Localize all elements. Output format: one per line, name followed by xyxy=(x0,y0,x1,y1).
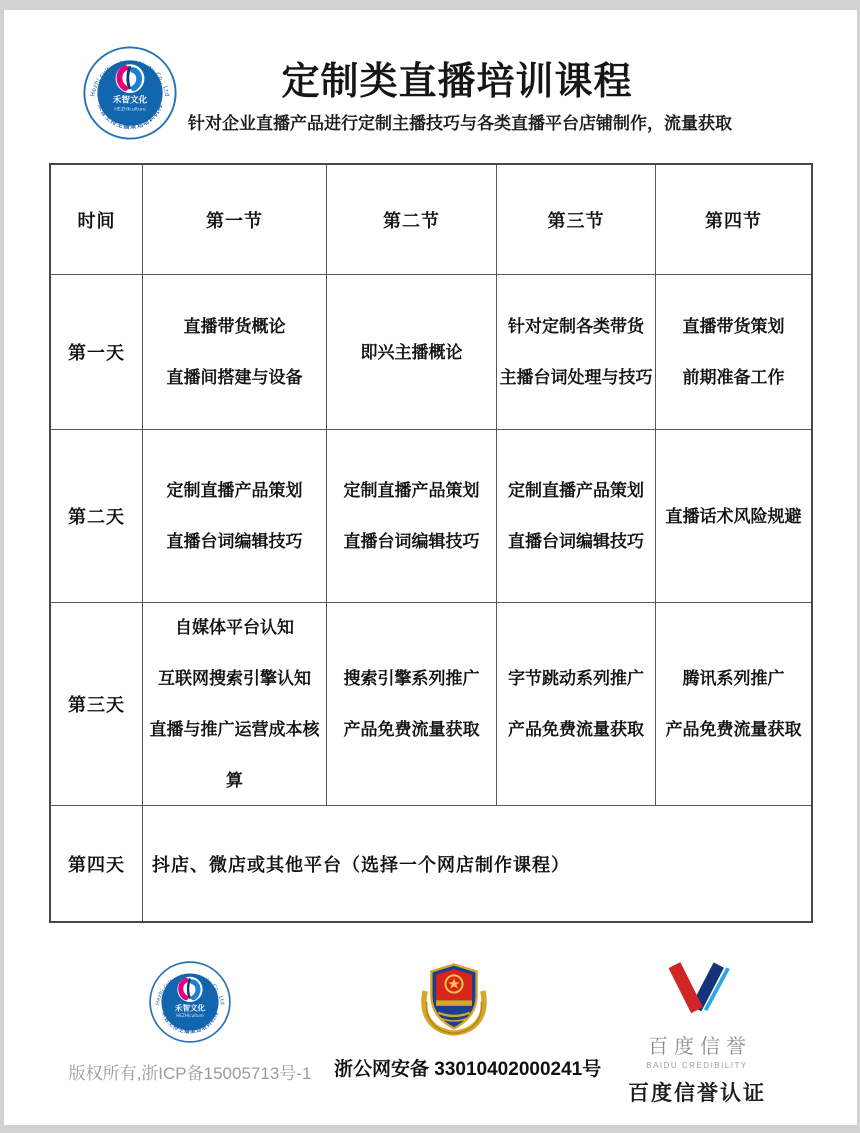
page-subtitle: 针对企业直播产品进行定制主播技巧与各类直播平台店铺制作，流量获取 xyxy=(188,114,732,133)
svg-text:禾智主持主播策划培训机构: 禾智主持主播策划培训机构 xyxy=(159,1010,221,1036)
svg-text:Hezhi cultural creativity Co.,: Hezhi cultural creativity Co., Ltd xyxy=(89,59,171,98)
hezhi-company-logo-small xyxy=(148,960,232,1044)
page-title: 定制类直播培训课程 xyxy=(281,61,633,103)
baidu-credibility-icon xyxy=(658,1005,736,1022)
header-cell-session: 第一节 xyxy=(143,165,327,275)
header-cell-session: 第四节 xyxy=(656,165,811,275)
course-line: 直播与推广运营成本核算 xyxy=(149,720,320,790)
header-cell-time: 时间 xyxy=(51,165,143,275)
day-cell: 第三天 xyxy=(51,603,143,806)
baidu-credibility-en-label: BAIDU CREDIBILITY xyxy=(646,1061,748,1070)
course-line: 定制直播产品策划 xyxy=(343,481,480,500)
course-cell xyxy=(656,430,811,603)
course-line: 针对定制各类带货 xyxy=(508,317,644,336)
baidu-certification-text: 百度信誉认证 xyxy=(628,1082,766,1105)
course-line: 字节跳动系列推广 xyxy=(508,669,644,688)
svg-text:禾智文化: 禾智文化 xyxy=(112,95,148,106)
course-line: 产品免费流量获取 xyxy=(508,720,644,739)
course-line: 直播台词编辑技巧 xyxy=(508,532,644,551)
course-cell xyxy=(497,430,656,603)
course-cell xyxy=(143,430,327,603)
course-line: 主播台词处理与技巧 xyxy=(499,368,653,387)
svg-text:HEZHIculture: HEZHIculture xyxy=(176,1013,204,1019)
course-cell xyxy=(143,603,327,806)
header-cell-session: 第三节 xyxy=(497,165,656,275)
course-line: 即兴主播概论 xyxy=(360,342,463,362)
course-cell xyxy=(656,275,811,430)
document-page xyxy=(4,10,857,1125)
course-line: 直播台词编辑技巧 xyxy=(166,532,303,551)
course-table xyxy=(49,163,813,923)
hezhi-logo-svg xyxy=(148,960,232,1044)
day-cell: 第四天 xyxy=(51,806,143,921)
police-badge-icon xyxy=(415,1025,493,1042)
course-line: 腾讯系列推广 xyxy=(682,669,785,688)
course-line: 定制直播产品策划 xyxy=(508,481,644,500)
footer-copyright-block xyxy=(60,960,320,1084)
baidu-credibility-cn-label: 百度信誉 xyxy=(648,1036,752,1058)
course-line: 直播带货概论 xyxy=(183,317,286,336)
svg-text:Hezhi cultural creativity Co.,: Hezhi cultural creativity Co., Ltd xyxy=(155,972,225,1006)
footer-police-block xyxy=(334,958,602,1081)
icp-license-text: 版权所有,浙ICP备15005713号-1 xyxy=(68,1064,312,1083)
course-cell xyxy=(497,603,656,806)
course-line: 直播台词编辑技巧 xyxy=(343,532,480,551)
course-line: 产品免费流量获取 xyxy=(665,720,802,739)
svg-text:禾智主持主播策划培训机构: 禾智主持主播策划培训机构 xyxy=(95,102,165,131)
course-cell-merged: 抖店、微店或其他平台（选择一个网店制作课程） xyxy=(152,854,570,875)
course-line: 直播间搭建与设备 xyxy=(166,368,303,387)
course-cell xyxy=(656,603,811,806)
course-line: 产品免费流量获取 xyxy=(343,720,480,739)
course-line: 前期准备工作 xyxy=(682,368,785,387)
course-cell xyxy=(327,430,497,603)
course-cell xyxy=(143,275,327,430)
footer-baidu-block xyxy=(582,962,812,1107)
day-cell: 第二天 xyxy=(51,430,143,603)
course-line: 互联网搜索引擎认知 xyxy=(158,669,311,688)
header-cell-session: 第二节 xyxy=(327,165,497,275)
course-cell xyxy=(327,603,497,806)
svg-text:HEZHIculture: HEZHIculture xyxy=(114,107,146,113)
course-cell xyxy=(327,275,497,430)
course-line: 直播带货策划 xyxy=(682,317,785,336)
course-line: 自媒体平台认知 xyxy=(175,618,294,637)
course-cell xyxy=(497,275,656,430)
day-cell: 第一天 xyxy=(51,275,143,430)
course-line: 直播话术风险规避 xyxy=(665,506,802,526)
svg-text:禾智文化: 禾智文化 xyxy=(174,1003,206,1013)
course-line: 搜索引擎系列推广 xyxy=(343,669,480,688)
course-line: 定制直播产品策划 xyxy=(166,481,303,500)
police-record-text: 浙公网安备 33010402000241号 xyxy=(334,1059,602,1080)
